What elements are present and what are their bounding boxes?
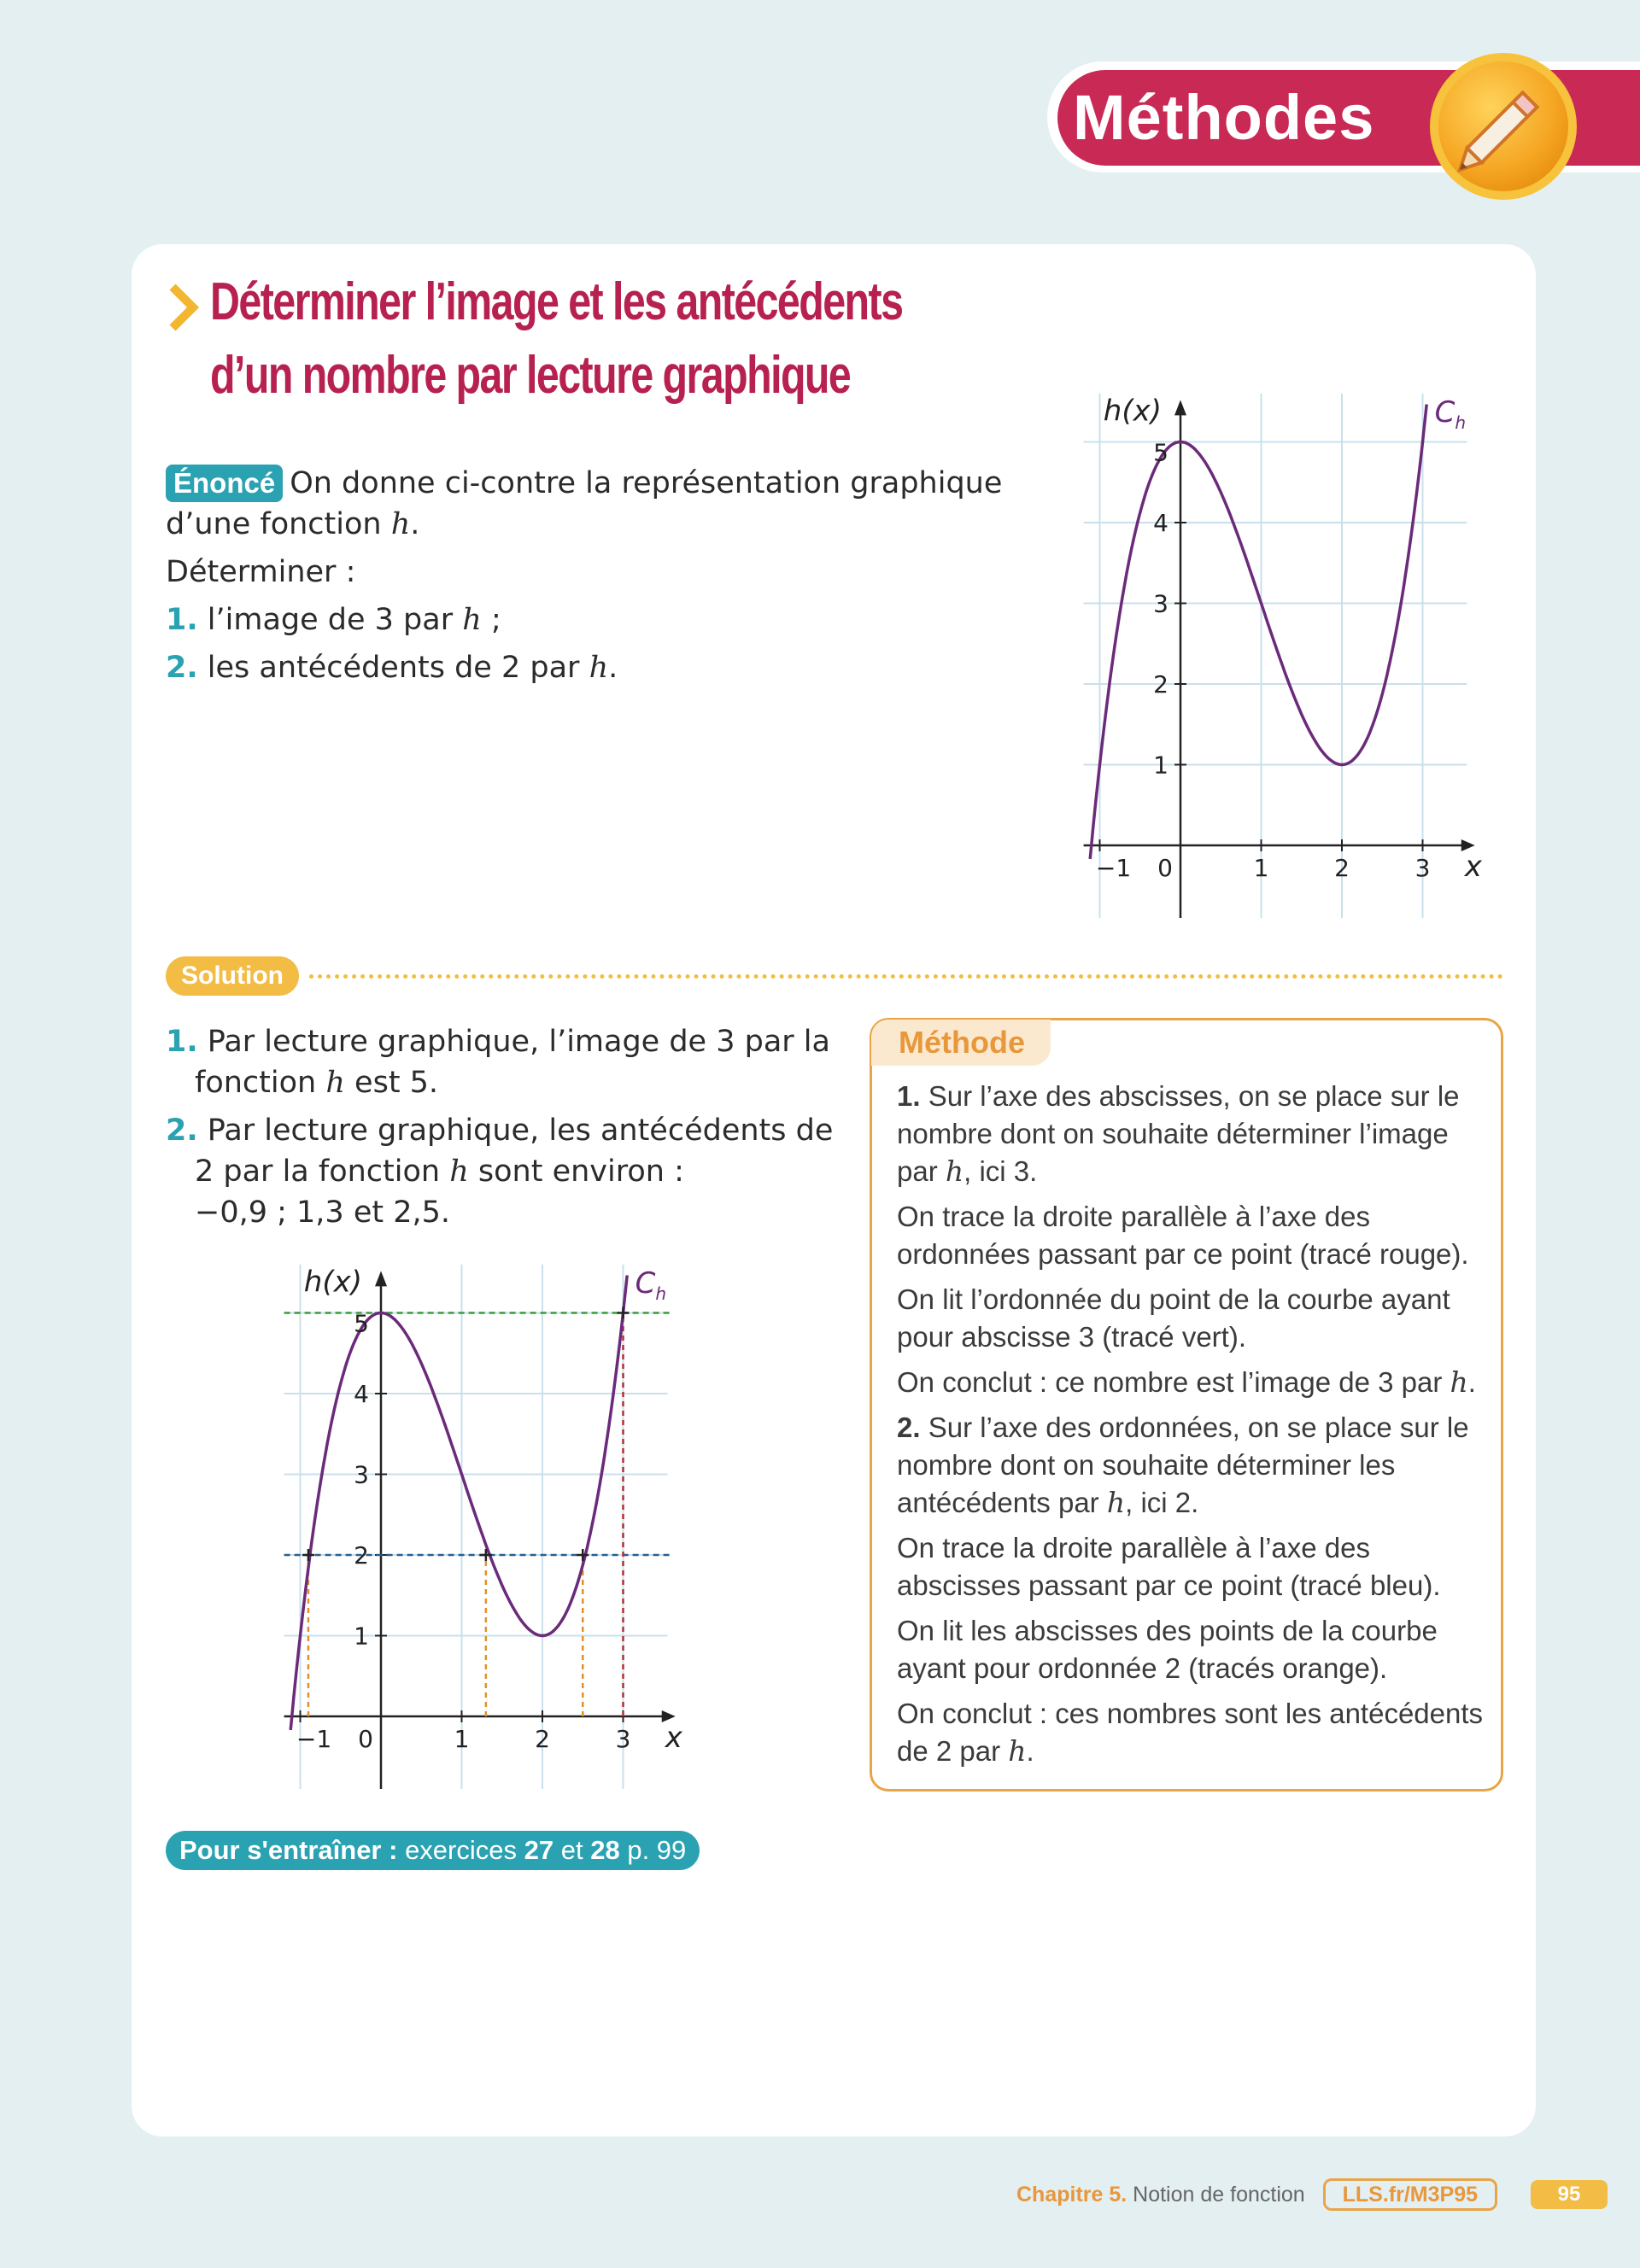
solution-divider	[309, 974, 1503, 979]
methode-step-2: 2. Sur l’axe des ordonnées, on se place sur le nombre dont on souhaite déterminer les antécédents par h, ici 2.	[897, 1412, 1469, 1519]
y-tick-label: 5	[1153, 438, 1168, 467]
y-tick-label: 4	[1153, 509, 1168, 537]
methode-step-1b: On trace la droite parallèle à l’axe des ordonnées passant par ce point (tracé rouge).	[897, 1201, 1469, 1270]
page-title-line-1: Déterminer l’image et les antécédents	[210, 272, 903, 331]
curve-ch	[290, 1276, 627, 1730]
methode-step-1: 1. Sur l’axe des abscisses, on se place sur le nombre dont on souhaite déterminer l’image par h, ici 3.	[897, 1080, 1460, 1188]
methode-step-2d: On conclut : ces nombres sont les antécédents de 2 par h.	[897, 1698, 1484, 1768]
function-graph-statement	[1068, 376, 1512, 922]
enonce-intro: On donne ci-contre la représentation graphique d’une fonction	[166, 466, 1003, 541]
function-graph-solution	[268, 1247, 712, 1793]
curve-label: $C_h$	[1434, 395, 1467, 433]
x-tick-label: −1	[296, 1725, 332, 1753]
question-1: 1. l’image de 3 par h ;	[166, 603, 501, 637]
y-tick-label: 3	[354, 1460, 369, 1489]
antecedent-values: −0,9 ; 1,3 et 2,5.	[195, 1195, 450, 1230]
y-tick-label: 1	[354, 1622, 369, 1651]
y-axis-label: h(x)	[1103, 394, 1162, 429]
x-tick-label: −1	[1095, 854, 1132, 882]
y-tick-label: 4	[354, 1380, 369, 1408]
footer	[1016, 2177, 1497, 2212]
footer-chapter: Chapitre 5.	[1016, 2183, 1128, 2207]
methode-text	[897, 1078, 1495, 1778]
y-tick-label: 2	[1153, 670, 1168, 699]
x-tick-label: 2	[535, 1725, 550, 1753]
y-tick-label: 1	[1153, 751, 1168, 780]
methode-title: Méthode	[871, 1020, 1051, 1066]
section-label: Méthodes	[1073, 82, 1375, 153]
footer-link[interactable]: LLS.fr/M3P95	[1323, 2178, 1497, 2211]
solution-badge: Solution	[166, 956, 299, 996]
methode-step-1c: On lit l’ordonnée du point de la courbe ayant pour abscisse 3 (tracé vert).	[897, 1283, 1450, 1353]
methode-step-2c: On lit les abscisses des points de la courbe ayant pour ordonnée 2 (tracés orange).	[897, 1615, 1438, 1684]
curve-label: $C_h$	[635, 1266, 667, 1304]
y-axis-label: h(x)	[303, 1265, 362, 1300]
x-tick-label: 1	[1253, 854, 1269, 882]
page-title-line-2: d’un nombre par lecture graphique	[210, 346, 851, 405]
footer-chapter-title: Notion de fonction	[1133, 2183, 1305, 2207]
solution-block	[166, 1021, 849, 1240]
pencil-icon	[1428, 51, 1578, 202]
enonce-ask: Déterminer :	[166, 555, 356, 589]
origin-label: 0	[1157, 854, 1173, 882]
x-tick-label: 3	[615, 1725, 631, 1753]
curve-ch	[1090, 405, 1426, 859]
y-tick-label: 5	[354, 1309, 369, 1338]
enonce-badge: Énoncé	[166, 465, 283, 502]
page-number: 95	[1531, 2180, 1608, 2209]
x-tick-label: 2	[1334, 854, 1350, 882]
y-tick-label: 3	[1153, 589, 1168, 618]
y-axis-arrow	[1174, 400, 1186, 415]
x-tick-label: 1	[454, 1725, 470, 1753]
methode-step-2b: On trace la droite parallèle à l’axe des abscisses passant par ce point (tracé bleu).	[897, 1532, 1441, 1601]
origin-label: 0	[358, 1725, 373, 1753]
x-axis-label: x	[1464, 850, 1482, 884]
answer-2: 2. Par lecture graphique, les antécédents de 2 par la fonction h sont environ : −0,9 ; 1,3 et 2,5.	[166, 1114, 834, 1230]
answer-1: 1. Par lecture graphique, l’image de 3 par la fonction h est 5.	[166, 1025, 830, 1100]
chevron-right-icon	[167, 282, 200, 333]
enonce-block: Énoncé On donne ci-contre la représentation graphique d’une fonction h. Déterminer : 1. l’image de 3 par h ; 2. les antécédents de 2 par h.	[166, 463, 1003, 695]
y-axis-arrow	[375, 1271, 387, 1286]
methode-step-1d: On conclut : ce nombre est l’image de 3 par h.	[897, 1365, 1476, 1399]
question-2: 2. les antécédents de 2 par h.	[166, 651, 618, 685]
practice-link[interactable]: Pour s'entraîner : exercices 27 et 28 p. 99	[166, 1831, 700, 1870]
x-tick-label: 3	[1414, 854, 1431, 882]
x-axis-label: x	[665, 1721, 682, 1755]
y-tick-label: 2	[354, 1541, 369, 1569]
function-name: h	[390, 507, 411, 541]
